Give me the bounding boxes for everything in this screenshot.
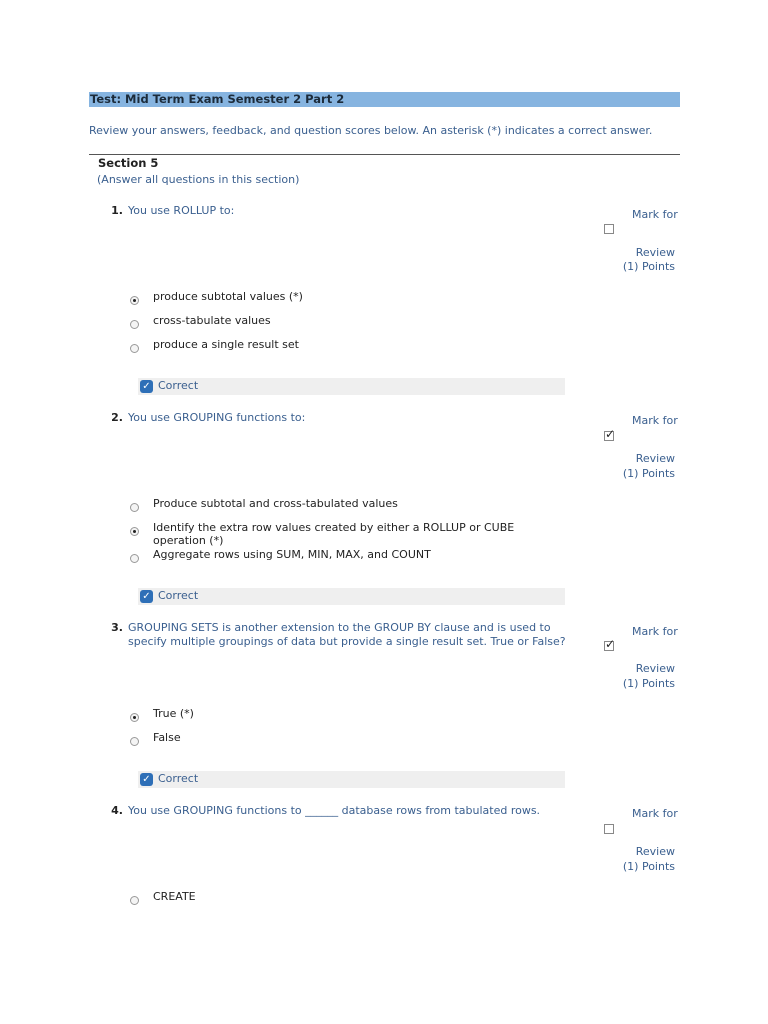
section-title: Section 5 — [98, 156, 159, 170]
check-icon: ✓ — [140, 380, 153, 393]
question-text: GROUPING SETS is another extension to the GROUP BY clause and is used to specify multiple groupings of data but provide a single result set. True or False? — [128, 621, 566, 648]
option-radio[interactable] — [130, 896, 139, 905]
feedback-label: Correct — [158, 772, 199, 785]
question-number: 4. — [111, 804, 123, 817]
test-title-bar — [89, 92, 680, 107]
option-label: Identify the extra row values created by either a ROLLUP or CUBE operation (*) — [153, 521, 515, 547]
option-radio[interactable] — [130, 737, 139, 746]
review-label: Review — [635, 845, 675, 858]
check-icon: ✓ — [140, 590, 153, 603]
mark-for-label: Mark for — [632, 625, 678, 638]
option-radio[interactable] — [130, 344, 139, 353]
option-radio[interactable] — [130, 320, 139, 329]
mark-for-label: Mark for — [632, 414, 678, 427]
question-text: You use GROUPING functions to ______ database rows from tabulated rows. — [128, 804, 541, 817]
option-radio-selected[interactable] — [130, 713, 139, 722]
option-label: produce a single result set — [153, 338, 299, 351]
option-label: True (*) — [153, 707, 194, 720]
mark-for-review-checkbox[interactable] — [604, 824, 614, 834]
points-label: (1) Points — [622, 677, 675, 690]
option-label: Produce subtotal and cross-tabulated values — [153, 497, 398, 510]
mark-for-review-checkbox[interactable] — [604, 641, 614, 651]
question-text: You use GROUPING functions to: — [128, 411, 306, 424]
feedback-bar — [138, 771, 565, 788]
option-radio-selected[interactable] — [130, 296, 139, 305]
points-label: (1) Points — [622, 860, 675, 873]
option-radio-selected[interactable] — [130, 527, 139, 536]
question-number: 3. — [111, 621, 123, 634]
option-label: False — [153, 731, 181, 744]
mark-for-review-checkbox[interactable] — [604, 224, 614, 234]
question-number: 1. — [111, 204, 123, 217]
test-title: Test: Mid Term Exam Semester 2 Part 2 — [90, 92, 345, 106]
option-label: CREATE — [153, 890, 196, 903]
option-radio[interactable] — [130, 503, 139, 512]
review-label: Review — [635, 452, 675, 465]
mark-for-label: Mark for — [632, 208, 678, 221]
review-label: Review — [635, 246, 675, 259]
check-icon: ✓ — [140, 773, 153, 786]
mark-for-label: Mark for — [632, 807, 678, 820]
option-radio[interactable] — [130, 554, 139, 563]
mark-for-review-checkbox[interactable] — [604, 431, 614, 441]
points-label: (1) Points — [622, 467, 675, 480]
question-number: 2. — [111, 411, 123, 424]
option-label: Aggregate rows using SUM, MIN, MAX, and COUNT — [153, 548, 431, 561]
review-label: Review — [635, 662, 675, 675]
option-label: produce subtotal values (*) — [153, 290, 303, 303]
feedback-bar — [138, 378, 565, 395]
feedback-label: Correct — [158, 589, 199, 602]
feedback-bar — [138, 588, 565, 605]
points-label: (1) Points — [622, 260, 675, 273]
section-subtitle: (Answer all questions in this section) — [97, 173, 300, 186]
feedback-label: Correct — [158, 379, 199, 392]
divider — [89, 154, 680, 155]
option-label: cross-tabulate values — [153, 314, 271, 327]
question-text: You use ROLLUP to: — [128, 204, 235, 217]
intro-text: Review your answers, feedback, and question scores below. An asterisk (*) indicates a correct answer. — [89, 124, 653, 137]
